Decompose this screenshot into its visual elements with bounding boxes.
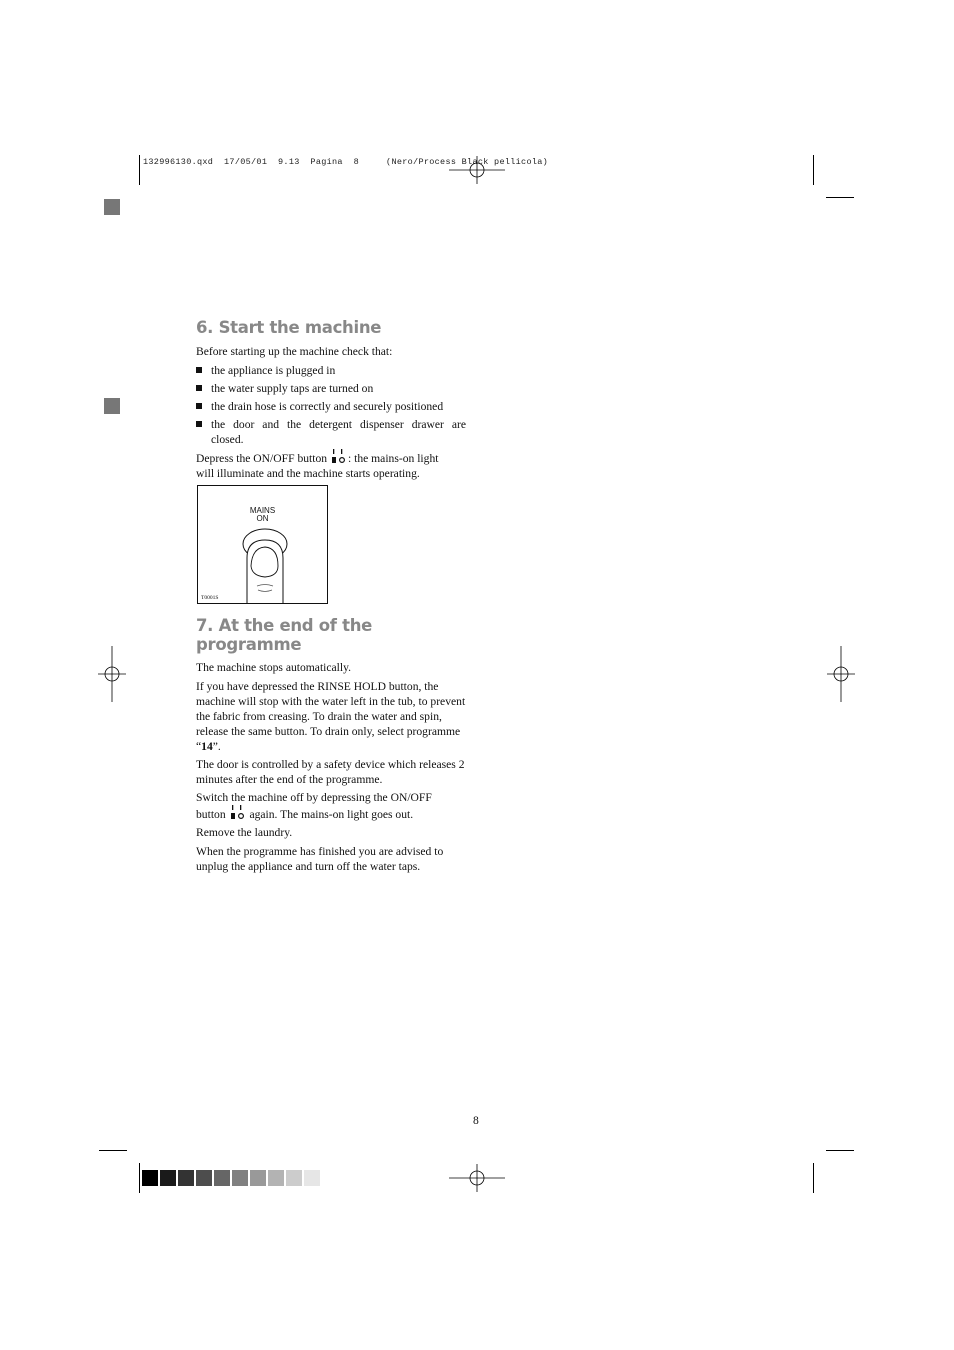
list-item: the appliance is plugged in — [196, 363, 466, 378]
section-heading-end-programme: 7. At the end of the programme — [196, 616, 373, 654]
registration-mark-icon — [449, 1150, 505, 1206]
mains-on-illustration — [197, 485, 328, 604]
bullet-icon — [196, 385, 202, 391]
paragraph: The door is controlled by a safety device which releases 2 minutes after the end of the programme. — [196, 758, 465, 786]
gray-marker — [104, 199, 120, 215]
paragraph: The machine stops automatically. — [196, 661, 352, 674]
color-swatch — [286, 1170, 302, 1186]
checklist — [196, 363, 466, 447]
intro-text: Before starting up the machine check that: — [196, 345, 393, 358]
color-swatch — [178, 1170, 194, 1186]
finger-pressing-button-icon — [198, 486, 327, 603]
bullet-icon — [196, 367, 202, 373]
page-content — [196, 318, 466, 874]
paragraph: When the programme has finished you are advised to unplug the appliance and turn off the water taps. — [196, 845, 444, 873]
crop-mark — [813, 155, 814, 185]
crop-mark — [99, 1150, 127, 1151]
crop-mark — [813, 1163, 814, 1193]
bullet-icon — [196, 421, 202, 427]
depress-instruction: Depress the ON/OFF button : the mains-on light will illuminate and the machine starts operating. — [196, 449, 466, 481]
list-item: the water supply taps are turned on — [196, 381, 466, 396]
crop-mark — [826, 1150, 854, 1151]
on-off-button-icon — [231, 805, 245, 821]
registration-mark-icon — [449, 142, 505, 198]
registration-mark-icon — [813, 646, 869, 702]
paragraph: Remove the laundry. — [196, 826, 293, 839]
bullet-icon — [196, 403, 202, 409]
list-item: the door and the detergent dispenser drawer are closed. — [196, 417, 466, 447]
color-swatch — [196, 1170, 212, 1186]
crop-mark — [826, 197, 854, 198]
color-swatch — [250, 1170, 266, 1186]
color-swatch — [160, 1170, 176, 1186]
gray-marker — [104, 398, 120, 414]
rinse-hold-paragraph: If you have depressed the RINSE HOLD button, the machine will stop with the water left in the tub, to prevent the fabric from creasing. To drain the water and spin, release the same button. To drain only, select programme “14”. — [196, 680, 466, 753]
color-swatch — [232, 1170, 248, 1186]
crop-mark — [139, 1163, 140, 1193]
figure-code: T0001S — [201, 595, 219, 601]
switch-off-paragraph: Switch the machine off by depressing the ON/OFF button again. The mains-on light goes out. — [196, 791, 432, 821]
list-item: the drain hose is correctly and securely positioned — [196, 399, 466, 414]
color-swatch — [142, 1170, 158, 1186]
color-swatch — [268, 1170, 284, 1186]
registration-mark-icon — [84, 646, 140, 702]
color-swatch — [214, 1170, 230, 1186]
crop-mark — [139, 155, 140, 185]
mains-on-label: MAINS ON — [249, 506, 276, 523]
section-heading-start-machine: 6. Start the machine — [196, 318, 382, 337]
color-swatch — [304, 1170, 320, 1186]
on-off-button-icon — [332, 449, 346, 465]
printer-slug: 132996130.qxd 17/05/01 9.13 Pagina 8 (Nero/Process Black pellicola) — [143, 157, 549, 167]
page-number: 8 — [473, 1114, 479, 1127]
